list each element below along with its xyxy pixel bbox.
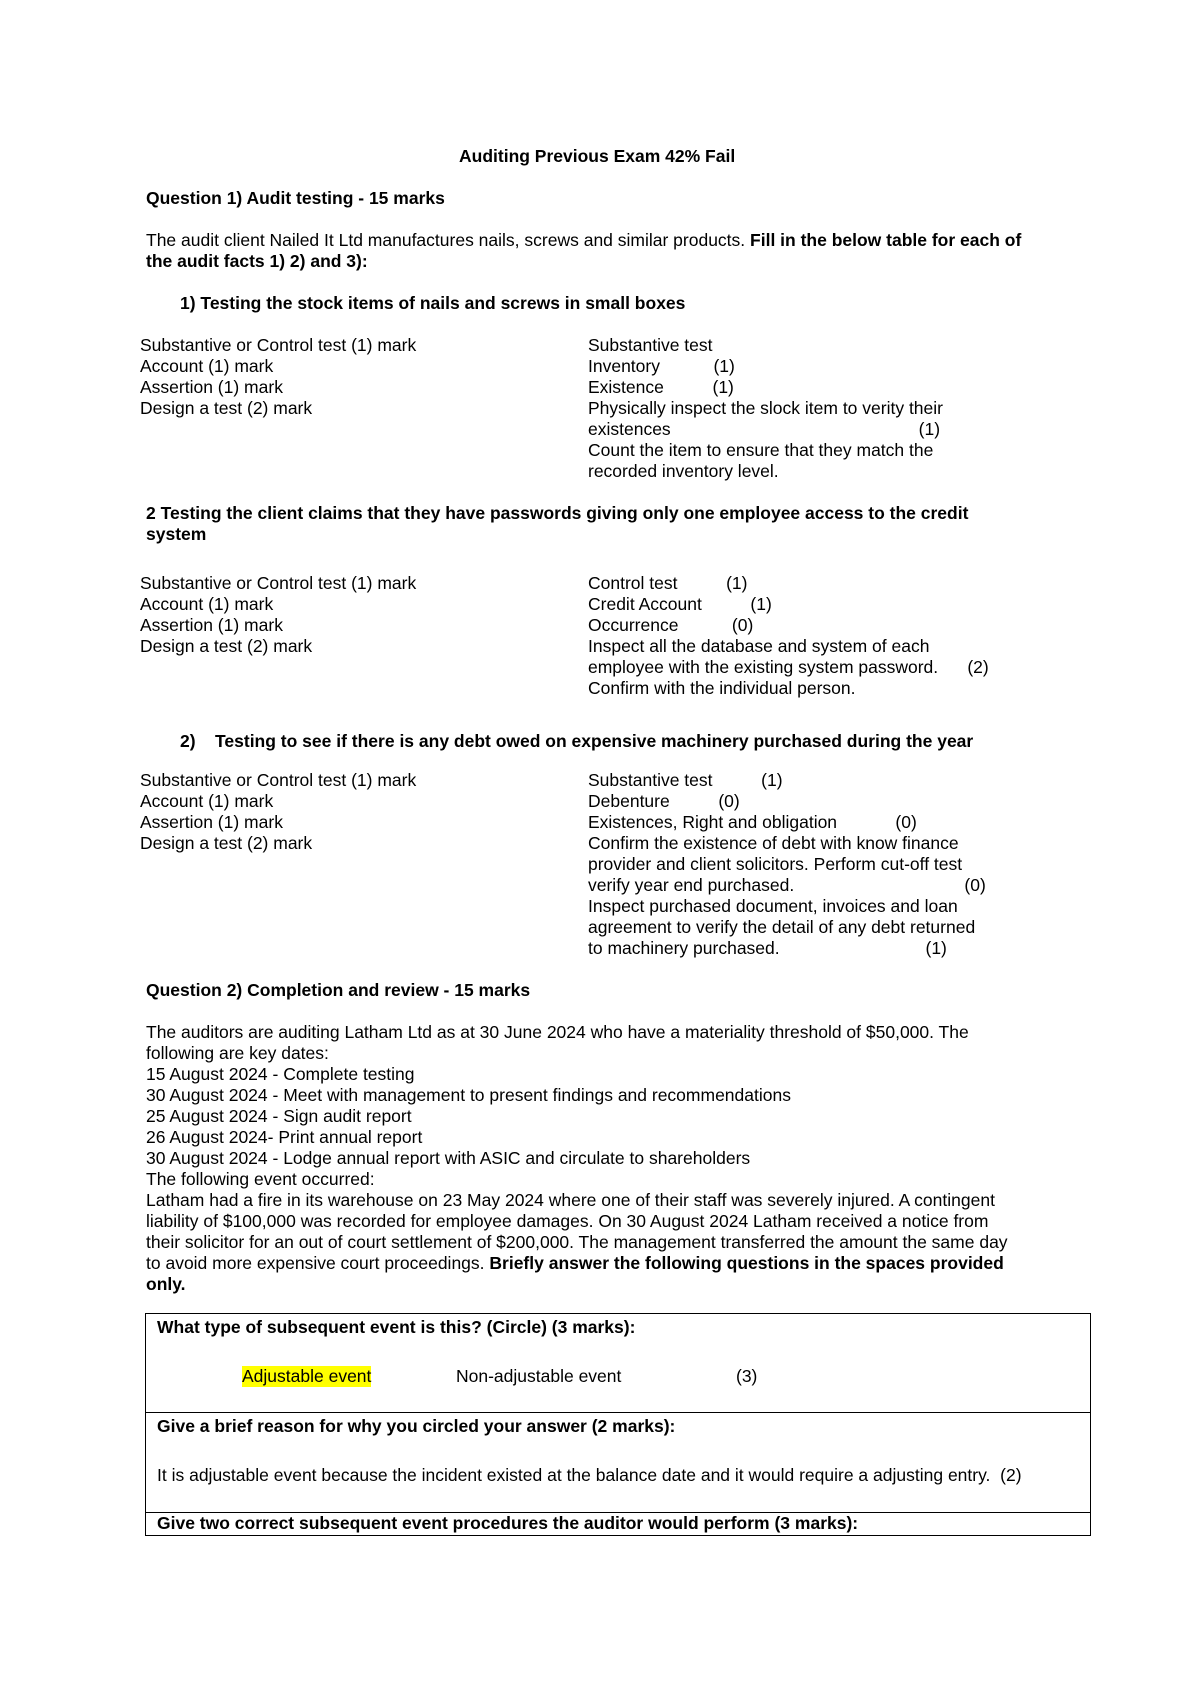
- answer-line: existences (1): [588, 419, 941, 439]
- label-assertion: Assertion (1) mark: [140, 812, 283, 832]
- fact1-heading: 1) Testing the stock items of nails and screws in small boxes: [180, 293, 686, 313]
- answer-line: Existences, Right and obligation (0): [588, 812, 917, 832]
- fact2-heading-line2: system: [146, 524, 207, 544]
- q1-intro-plain: The audit client Nailed It Ltd manufactures nails, screws and similar products.: [146, 230, 751, 250]
- fact2-heading: 2 Testing the client claims that they have passwords giving only one employee access to the credit: [146, 503, 969, 523]
- q2-line: their solicitor for an out of court settlement of $200,000. The management transferred the amount the same day: [146, 1232, 1008, 1252]
- answer-line: Inspect purchased document, invoices and loan: [588, 896, 958, 916]
- fact2-answers: [588, 573, 989, 699]
- question-procedures: Give two correct subsequent event procedures the auditor would perform (3 marks):: [157, 1513, 859, 1533]
- answer-line: Occurrence (0): [588, 615, 754, 635]
- answer-line: Confirm the existence of debt with know finance: [588, 833, 959, 853]
- q2-instruction: Briefly answer the following questions in the spaces provided: [489, 1253, 1004, 1273]
- q1-intro-bold-line2: the audit facts 1) 2) and 3):: [146, 251, 368, 271]
- question-event-type: What type of subsequent event is this? (Circle) (3 marks):: [157, 1317, 636, 1337]
- answer-line: employee with the existing system password. (2): [588, 657, 989, 677]
- fact1-labels: [140, 335, 416, 419]
- answer-line: Control test (1): [588, 573, 748, 593]
- q1-intro-bold: Fill in the below table for each of: [750, 230, 1022, 250]
- fact3-answers: [588, 770, 986, 959]
- q2-line: 26 August 2024- Print annual report: [146, 1127, 423, 1147]
- label-test-type: Substantive or Control test (1) mark: [140, 335, 417, 355]
- answer-line: Confirm with the individual person.: [588, 678, 856, 698]
- label-test-type: Substantive or Control test (1) mark: [140, 770, 417, 790]
- answer-line: Existence (1): [588, 377, 734, 397]
- q2-line: following are key dates:: [146, 1043, 329, 1063]
- q2-instruction-end: only.: [146, 1274, 186, 1294]
- page-title: Auditing Previous Exam 42% Fail: [459, 146, 736, 166]
- answer-line: to machinery purchased. (1): [588, 938, 947, 958]
- label-account: Account (1) mark: [140, 791, 274, 811]
- answer-line: provider and client solicitors. Perform cut-off test: [588, 854, 963, 874]
- answer-line: Inspect all the database and system of each: [588, 636, 930, 656]
- option-adjustable-event[interactable]: Adjustable event: [242, 1366, 372, 1386]
- label-design: Design a test (2) mark: [140, 398, 313, 418]
- answer-line: agreement to verify the detail of any debt returned: [588, 917, 976, 937]
- question-reason: Give a brief reason for why you circled your answer (2 marks):: [157, 1416, 676, 1436]
- fact3-labels: [140, 770, 416, 854]
- answer-line: Substantive test: [588, 335, 713, 355]
- label-account: Account (1) mark: [140, 356, 274, 376]
- answer-table: [145, 1313, 1091, 1536]
- q2-line: The following event occurred:: [146, 1169, 375, 1189]
- q2-line: The auditors are auditing Latham Ltd as at 30 June 2024 who have a materiality threshold of $50,000. The: [146, 1022, 969, 1042]
- q2-line-last: [146, 1253, 1008, 1274]
- q2-body: [146, 1022, 1008, 1295]
- q2-last-plain: to avoid more expensive court proceedings.: [146, 1253, 490, 1273]
- answer-line: verify year end purchased. (0): [588, 875, 986, 895]
- fact3-heading: 2) Testing to see if there is any debt owed on expensive machinery purchased during the year: [180, 731, 974, 751]
- option-non-adjustable-event[interactable]: Non-adjustable event: [456, 1366, 622, 1386]
- q1-heading: Question 1) Audit testing - 15 marks: [146, 188, 445, 208]
- fact1-answers: [588, 335, 943, 482]
- answer-line: Credit Account (1): [588, 594, 772, 614]
- label-account: Account (1) mark: [140, 594, 274, 614]
- q2-line: 15 August 2024 - Complete testing: [146, 1064, 415, 1084]
- answer-line: Inventory (1): [588, 356, 735, 376]
- q2-line: 25 August 2024 - Sign audit report: [146, 1106, 412, 1126]
- label-assertion: Assertion (1) mark: [140, 615, 283, 635]
- label-design: Design a test (2) mark: [140, 833, 313, 853]
- fact2-labels: [140, 573, 416, 657]
- answer-line: recorded inventory level.: [588, 461, 779, 481]
- q2-heading: Question 2) Completion and review - 15 marks: [146, 980, 531, 1000]
- q2-line: 30 August 2024 - Lodge annual report with ASIC and circulate to shareholders: [146, 1148, 751, 1168]
- answer-row-reason: [146, 1413, 1090, 1513]
- answer-row-event-type: [146, 1314, 1090, 1413]
- label-assertion: Assertion (1) mark: [140, 377, 283, 397]
- q2-line: 30 August 2024 - Meet with management to present findings and recommendations: [146, 1085, 791, 1105]
- answer-line: Debenture (0): [588, 791, 740, 811]
- answer-line: Physically inspect the slock item to verity their: [588, 398, 943, 418]
- mark-awarded: (3): [736, 1366, 758, 1386]
- label-test-type: Substantive or Control test (1) mark: [140, 573, 417, 593]
- label-design: Design a test (2) mark: [140, 636, 313, 656]
- answer-row-procedures: [146, 1513, 1090, 1535]
- q1-intro: [146, 230, 1021, 251]
- q2-line: liability of $100,000 was recorded for employee damages. On 30 August 2024 Latham received a notice from: [146, 1211, 989, 1231]
- answer-line: Substantive test (1): [588, 770, 783, 790]
- q2-line: Latham had a fire in its warehouse on 23 May 2024 where one of their staff was severely injured. A contingent: [146, 1190, 995, 1210]
- answer-line: Count the item to ensure that they match the: [588, 440, 934, 460]
- answer-reason: It is adjustable event because the incident existed at the balance date and it would require a adjusting entry. (2): [157, 1465, 1022, 1485]
